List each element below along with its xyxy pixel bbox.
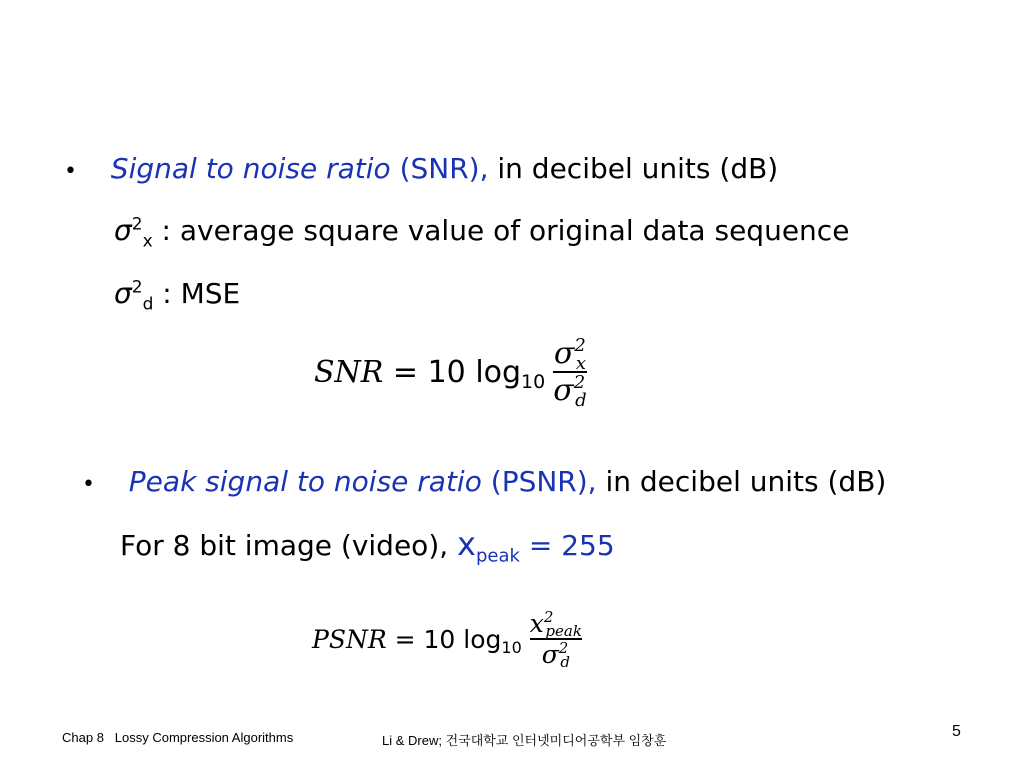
snr-abbr: (SNR), xyxy=(399,152,489,185)
superscript: 2 xyxy=(131,214,143,235)
peak-subscript: peak xyxy=(475,545,520,567)
log-operator: log xyxy=(463,624,502,654)
equation-equals: = 10 xyxy=(386,624,464,654)
psnr-heading xyxy=(82,465,886,502)
snr-heading xyxy=(64,152,778,189)
denominator: $\sigma^2d$ xyxy=(541,639,570,671)
log-operator: log xyxy=(475,354,522,390)
page-number: 5 xyxy=(952,723,961,740)
numerator: $\sigma^2_x$ xyxy=(553,335,587,374)
sigma-d-description: : MSE xyxy=(153,277,241,310)
bullet: • xyxy=(82,472,95,497)
x-symbol: x xyxy=(457,525,476,563)
psnr-equation xyxy=(312,598,582,680)
log-base: 10 xyxy=(521,371,546,393)
equation-fraction xyxy=(530,609,582,669)
equation-equals: = 10 xyxy=(383,354,476,390)
xpeak-definition xyxy=(120,525,615,567)
equation-fraction xyxy=(553,335,587,411)
superscript: 2 xyxy=(131,277,143,298)
log-base: 10 xyxy=(501,637,522,657)
numerator: $x^2peak$ xyxy=(529,608,582,640)
snr-rest: in decibel units (dB) xyxy=(488,152,779,185)
footer-authors: Li & Drew; 건국대학교 인터넷미디어공학부 임창훈 xyxy=(382,733,667,748)
snr-equation xyxy=(314,326,587,418)
xpeak-value: = 255 xyxy=(519,529,615,562)
sigma-x-description: : average square value of original data sequence xyxy=(152,214,850,247)
sigma-x-definition xyxy=(114,214,850,252)
snr-term: Signal to noise ratio xyxy=(110,152,391,185)
equation-lhs: PSNR xyxy=(312,624,387,654)
psnr-term: Peak signal to noise ratio xyxy=(128,465,482,498)
equation-lhs: SNR xyxy=(314,354,384,390)
bullet: • xyxy=(64,159,77,184)
sigma-symbol: σ xyxy=(114,277,132,310)
xpeak-prefix: For 8 bit image (video), xyxy=(120,529,458,562)
psnr-abbr: (PSNR), xyxy=(490,465,597,498)
subscript: d xyxy=(142,294,154,315)
sigma-symbol: σ xyxy=(114,214,132,247)
footer-chapter: Chap 8 Lossy Compression Algorithms xyxy=(62,730,294,745)
psnr-rest: in decibel units (dB) xyxy=(596,465,887,498)
subscript: x xyxy=(142,231,153,252)
sigma-d-definition xyxy=(114,277,241,315)
denominator: $\sigma^2_d$ xyxy=(553,372,587,411)
